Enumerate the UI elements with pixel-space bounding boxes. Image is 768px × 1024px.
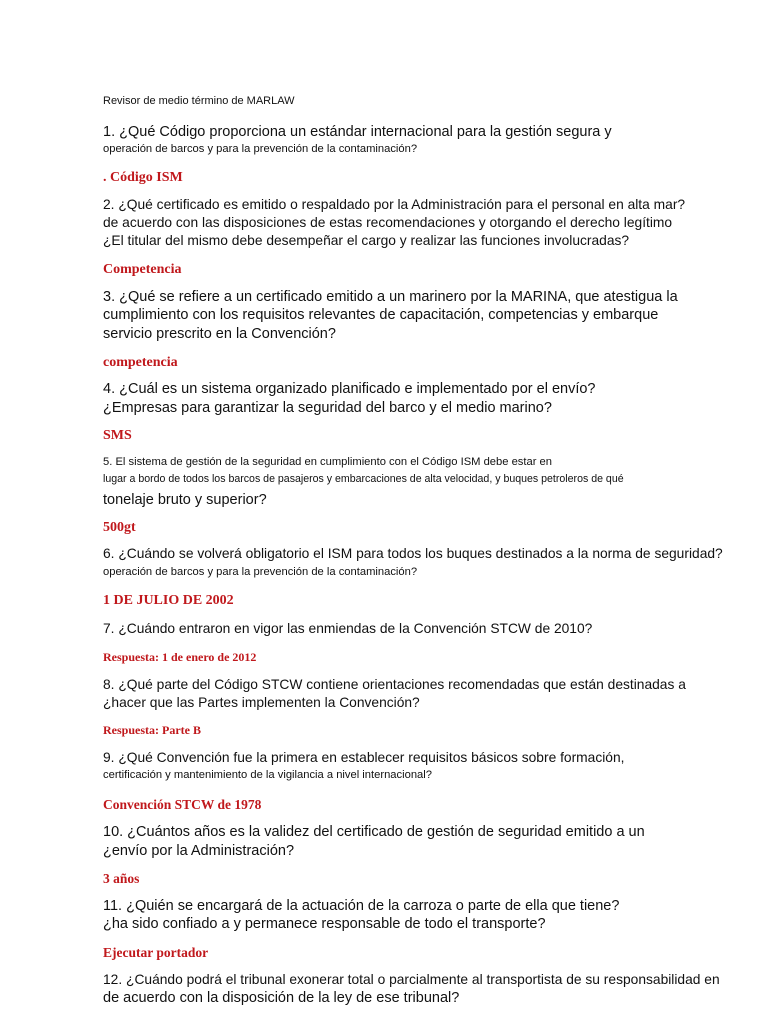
question-7-line-1: 7. ¿Cuándo entraron en vigor las enmiendas de la Convención STCW de 2010? [103,621,593,636]
answer-8: Respuesta: Parte B [103,723,201,737]
question-9-line-1: 9. ¿Qué Convención fue la primera en establecer requisitos básicos sobre formación, [103,750,625,765]
question-1-line-2: operación de barcos y para la prevención de la contaminación? [103,143,418,155]
question-3-line-1: 3. ¿Qué se refiere a un certificado emitido a un marinero por la MARINA, que atestigua la [103,289,678,305]
question-4-line-1: 4. ¿Cuál es un sistema organizado planificado e implementado por el envío? [103,381,596,397]
answer-9: Convención STCW de 1978 [103,797,262,812]
question-5-line-1: 5. El sistema de gestión de la seguridad en cumplimiento con el Código ISM debe estar en [103,456,553,468]
question-11-line-1: 11. ¿Quién se encargará de la actuación de la carroza o parte de ella que tiene? [103,898,620,914]
answer-10: 3 años [103,871,140,886]
question-2-line-1: 2. ¿Qué certificado es emitido o respaldado por la Administración para el personal en alta mar? [103,197,686,212]
question-3-line-2: cumplimiento con los requisitos relevantes de capacitación, competencias y embarque [103,307,659,323]
answer-6: 1 DE JULIO DE 2002 [103,593,234,608]
question-5-line-2: lugar a bordo de todos los barcos de pasajeros y embarcaciones de alta velocidad, y buques petroleros de qué [103,473,624,485]
answer-1: . Código ISM [103,170,183,185]
question-2-line-3: ¿El titular del mismo debe desempeñar el cargo y realizar las funciones involucradas? [103,233,630,248]
question-12-line-2: de acuerdo con la disposición de la ley de ese tribunal? [103,990,460,1006]
question-8-line-2: ¿hacer que las Partes implementen la Convención? [103,695,420,710]
question-5-line-3: tonelaje bruto y superior? [103,492,267,508]
question-1-line-1: 1. ¿Qué Código proporciona un estándar internacional para la gestión segura y [103,124,612,140]
answer-7: Respuesta: 1 de enero de 2012 [103,650,257,664]
answer-5: 500gt [103,520,136,535]
answer-11: Ejecutar portador [103,945,209,960]
question-11-line-2: ¿ha sido confiado a y permanece responsable de todo el transporte? [103,916,546,932]
question-10-line-1: 10. ¿Cuántos años es la validez del certificado de gestión de seguridad emitido a un [103,824,645,840]
answer-3: competencia [103,355,178,370]
question-9-line-2: certificación y mantenimiento de la vigilancia a nivel internacional? [103,769,432,781]
question-3-line-3: servicio prescrito en la Convención? [103,326,336,342]
question-10-line-2: ¿envío por la Administración? [103,843,295,859]
question-8-line-1: 8. ¿Qué parte del Código STCW contiene orientaciones recomendadas que están destinadas a [103,677,686,692]
question-6-line-2: operación de barcos y para la prevención de la contaminación? [103,566,418,578]
question-4-line-2: ¿Empresas para garantizar la seguridad del barco y el medio marino? [103,400,552,416]
question-2-line-2: de acuerdo con las disposiciones de estas recomendaciones y otorgando el derecho legítimo [103,215,673,230]
answer-2: Competencia [103,262,182,277]
answer-4: SMS [103,428,132,443]
question-6-line-1: 6. ¿Cuándo se volverá obligatorio el ISM para todos los buques destinados a la norma de seguridad? [103,546,723,561]
document-header: Revisor de medio término de MARLAW [103,95,295,107]
question-12-line-1: 12. ¿Cuándo podrá el tribunal exonerar total o parcialmente al transportista de su responsabilidad en [103,972,720,987]
